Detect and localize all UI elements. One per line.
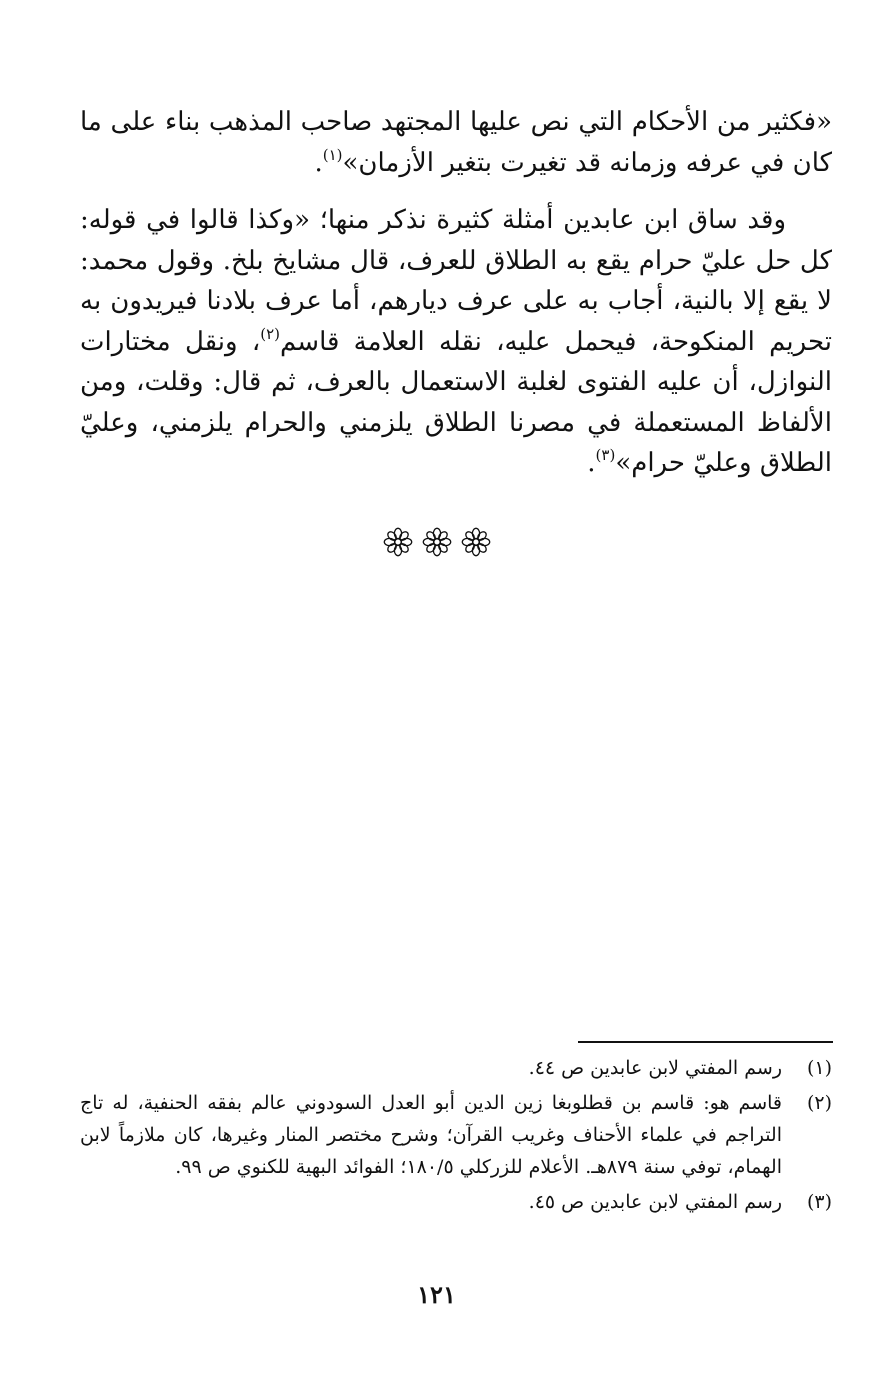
sentence-end: . (314, 147, 323, 178)
footnote-number: (٢) (806, 1092, 832, 1114)
flower-ornament-icon (421, 526, 453, 558)
body-paragraph-1 (80, 102, 832, 183)
section-divider-ornaments (0, 526, 873, 558)
footnote-number: (٣) (806, 1191, 832, 1213)
footnote-item (80, 1087, 832, 1183)
footnote-ref-2: (٢) (260, 324, 280, 343)
body-paragraph-2 (80, 200, 832, 484)
footnote-text: قاسم هو: قاسم بن قطلوبغا زين الدين أبو العدل السودوني عالم بفقه الحنفية، له تاج التراجم في علماء الأحناف وغريب القرآن؛ وشرح مختصر المنار وغيرها، كان ملازماً لابن الهمام، توفي سنة ٨٧٩هـ. الأعلام للزركلي ١٨٠/٥؛ الفوائد البهية للكنوي ص ٩٩. (80, 1092, 782, 1178)
sentence-end: . (587, 448, 596, 478)
footnote-ref-1: (١) (322, 145, 343, 164)
flower-ornament-icon (460, 526, 492, 558)
footnote-ref-3: (٣) (595, 446, 616, 464)
footnote-text: رسم المفتي لابن عابدين ص ٤٤. (528, 1057, 782, 1079)
paragraph-text-part-2: ، ونقل مختارات النوازل، أن عليه الفتوى لغلبة الاستعمال بالعرف، ثم قال: وقلت، ومن الألفاظ المستعملة في مصرنا الطلاق يلزمني والحرام يلزمني، وعليّ الطلاق وعليّ حرام» (80, 326, 832, 478)
footnote-number: (١) (806, 1057, 832, 1079)
footnote-item (80, 1052, 832, 1084)
footnotes-section (80, 1052, 832, 1221)
footnote-item (80, 1186, 832, 1218)
footnote-separator-rule (578, 1041, 833, 1043)
footnote-text: رسم المفتي لابن عابدين ص ٤٥. (528, 1191, 782, 1213)
quote-text: «فكثير من الأحكام التي نص عليها المجتهد صاحب المذهب بناء على ما كان في عرفه وزمانه قد تغيرت بتغير الأزمان» (80, 107, 832, 178)
paragraph-text-part-1: وقد ساق ابن عابدين أمثلة كثيرة نذكر منها؛ «وكذا قالوا في قوله: كل حل عليّ حرام يقع به الطلاق للعرف، قال مشايخ بلخ. وقول محمد: لا يقع إلا بالنية، أجاب به على عرف ديارهم، أما عرف بلادنا فيريدون به تحريم المنكوحة، فيحمل عليه، نقله العلامة قاسم (80, 205, 832, 357)
flower-ornament-icon (382, 526, 414, 558)
page-number: ١٢١ (417, 1280, 456, 1309)
